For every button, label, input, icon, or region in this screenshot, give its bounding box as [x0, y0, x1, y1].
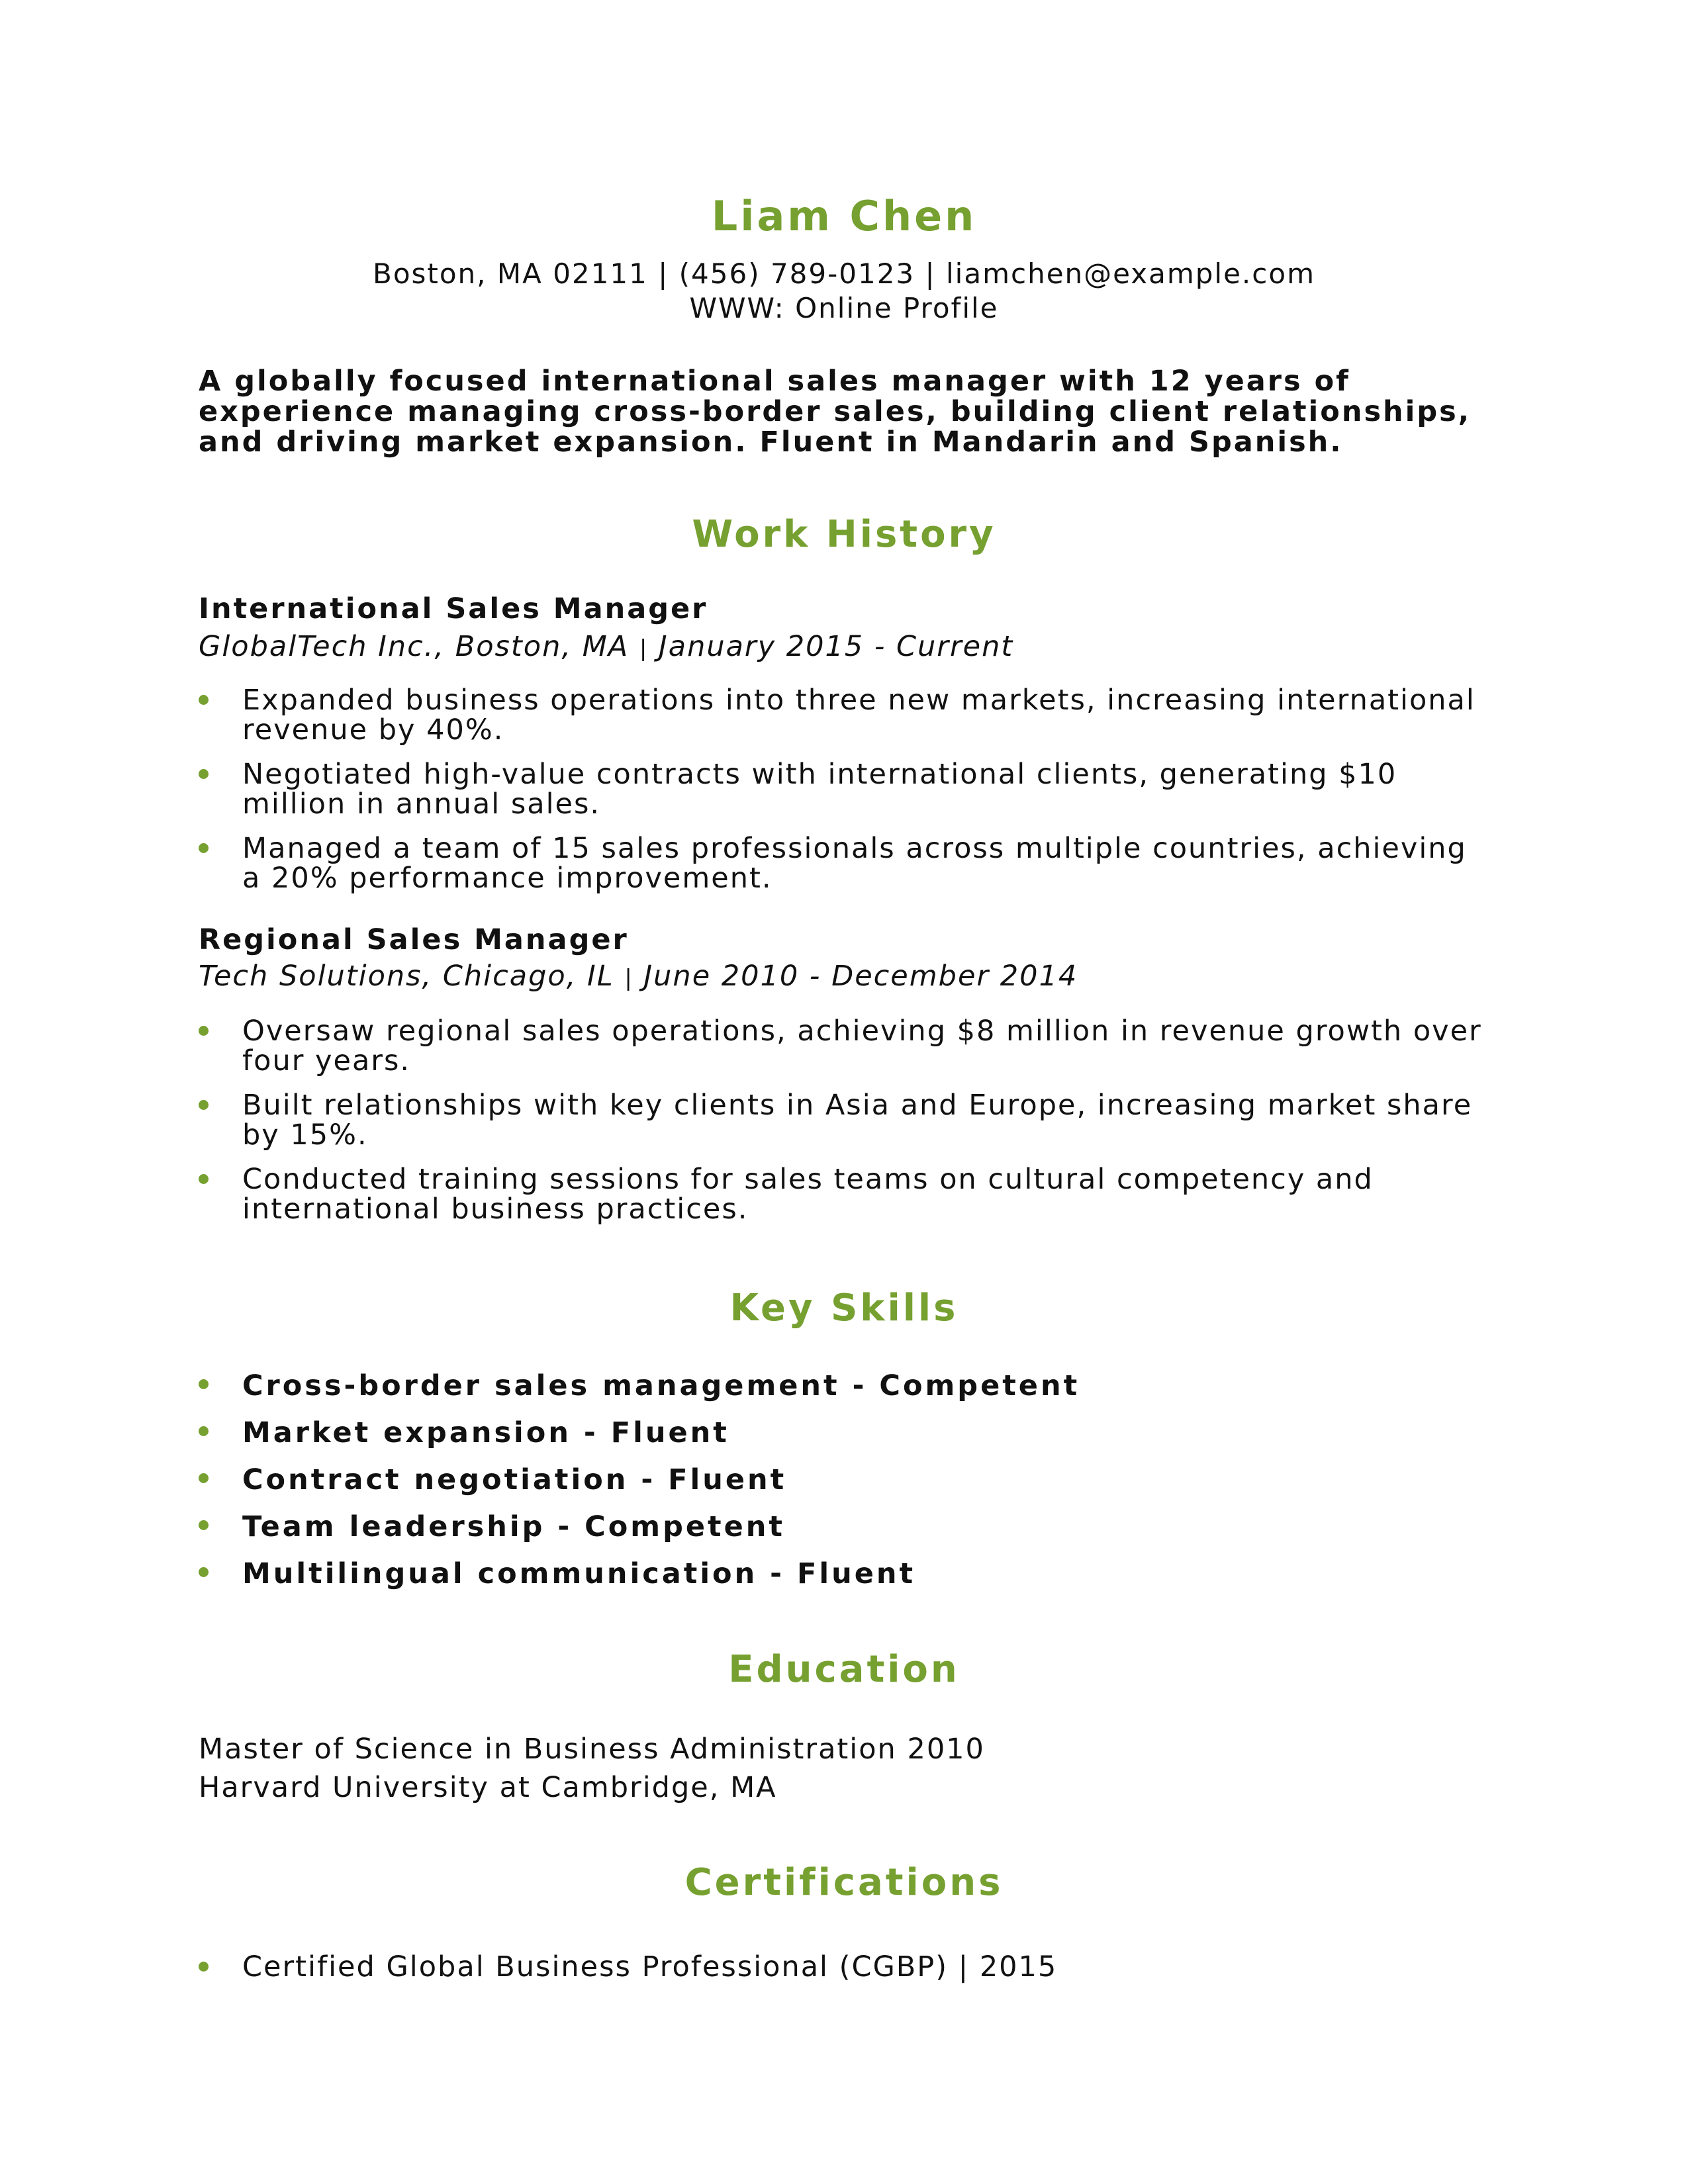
- contact-block: [199, 257, 1489, 326]
- job-company: Tech Solutions, Chicago, IL: [199, 960, 614, 993]
- skill-text: Contract negotiation - Fluent: [242, 1463, 787, 1496]
- skill-text: Cross-border sales management - Competent: [242, 1369, 1080, 1402]
- list-item: [199, 686, 1489, 745]
- skill-item: [199, 1464, 1489, 1496]
- job-bullets: [199, 1017, 1489, 1239]
- bullet-icon: [199, 1962, 209, 1972]
- job-title: Regional Sales Manager: [199, 923, 629, 956]
- skill-item: [199, 1511, 1489, 1543]
- job-dates: June 2010 - December 2014: [643, 960, 1078, 993]
- bullet-icon: [199, 695, 209, 705]
- job-meta-separator: |: [639, 635, 649, 662]
- bullet-text: Expanded business operations into three new markets, increasing international revenue by 40%.: [242, 684, 1476, 747]
- bullet-icon: [199, 1379, 209, 1389]
- bullet-text: Built relationships with key clients in Asia and Europe, increasing market share by 15%.: [242, 1089, 1473, 1152]
- job-meta: [199, 960, 1078, 993]
- job-bullets: [199, 686, 1489, 908]
- job-title: International Sales Manager: [199, 592, 708, 625]
- skills-list: [199, 1370, 1489, 1605]
- bullet-icon: [199, 1100, 209, 1110]
- bullet-icon: [199, 1520, 209, 1530]
- list-item: [199, 760, 1489, 819]
- education-block: [199, 1730, 985, 1807]
- skill-text: Multilingual communication - Fluent: [242, 1557, 916, 1590]
- list-item: [199, 1165, 1489, 1224]
- online-profile-link[interactable]: WWW: Online Profile: [689, 292, 999, 324]
- certification-text: Certified Global Business Professional (CGBP) | 2015: [242, 1950, 1058, 1983]
- skill-item: [199, 1370, 1489, 1402]
- candidate-name: Liam Chen: [711, 192, 977, 240]
- job-meta-separator: |: [624, 965, 633, 991]
- certifications-heading: Certifications: [684, 1861, 1004, 1904]
- bullet-text: Oversaw regional sales operations, achieving $8 million in revenue growth over four years.: [242, 1015, 1482, 1077]
- skill-item: [199, 1417, 1489, 1449]
- skill-text: Team leadership - Competent: [242, 1510, 785, 1543]
- key-skills-heading: Key Skills: [729, 1287, 959, 1330]
- certifications-list: [199, 1952, 1489, 1997]
- work-history-heading: Work History: [692, 513, 996, 556]
- job-company: GlobalTech Inc., Boston, MA: [199, 630, 630, 663]
- bullet-text: Negotiated high-value contracts with international clients, generating $10 million in annual sales.: [242, 758, 1397, 821]
- degree: Master of Science in Business Administration 2010: [199, 1733, 985, 1766]
- bullet-icon: [199, 843, 209, 853]
- job-meta: [199, 630, 1013, 663]
- skill-item: [199, 1558, 1489, 1590]
- bullet-icon: [199, 769, 209, 779]
- bullet-icon: [199, 1426, 209, 1436]
- list-item: [199, 834, 1489, 893]
- list-item: [199, 1952, 1489, 1982]
- skill-text: Market expansion - Fluent: [242, 1416, 729, 1449]
- bullet-text: Conducted training sessions for sales teams on cultural competency and international business practices.: [242, 1163, 1374, 1226]
- bullet-icon: [199, 1473, 209, 1483]
- education-heading: Education: [728, 1648, 960, 1691]
- bullet-text: Managed a team of 15 sales professionals across multiple countries, achieving a 20% performance improvement.: [242, 832, 1467, 895]
- list-item: [199, 1091, 1489, 1150]
- list-item: [199, 1017, 1489, 1076]
- professional-summary: A globally focused international sales manager with 12 years of experience managing cross-border sales, building client relationships, and driving market expansion. Fluent in Mandarin and Spanish.: [199, 365, 1472, 459]
- job-dates: January 2015 - Current: [659, 630, 1014, 663]
- bullet-icon: [199, 1174, 209, 1184]
- bullet-icon: [199, 1026, 209, 1036]
- contact-line: Boston, MA 02111 | (456) 789-0123 | liamchen@example.com: [373, 257, 1315, 290]
- bullet-icon: [199, 1567, 209, 1577]
- school: Harvard University at Cambridge, MA: [199, 1771, 777, 1804]
